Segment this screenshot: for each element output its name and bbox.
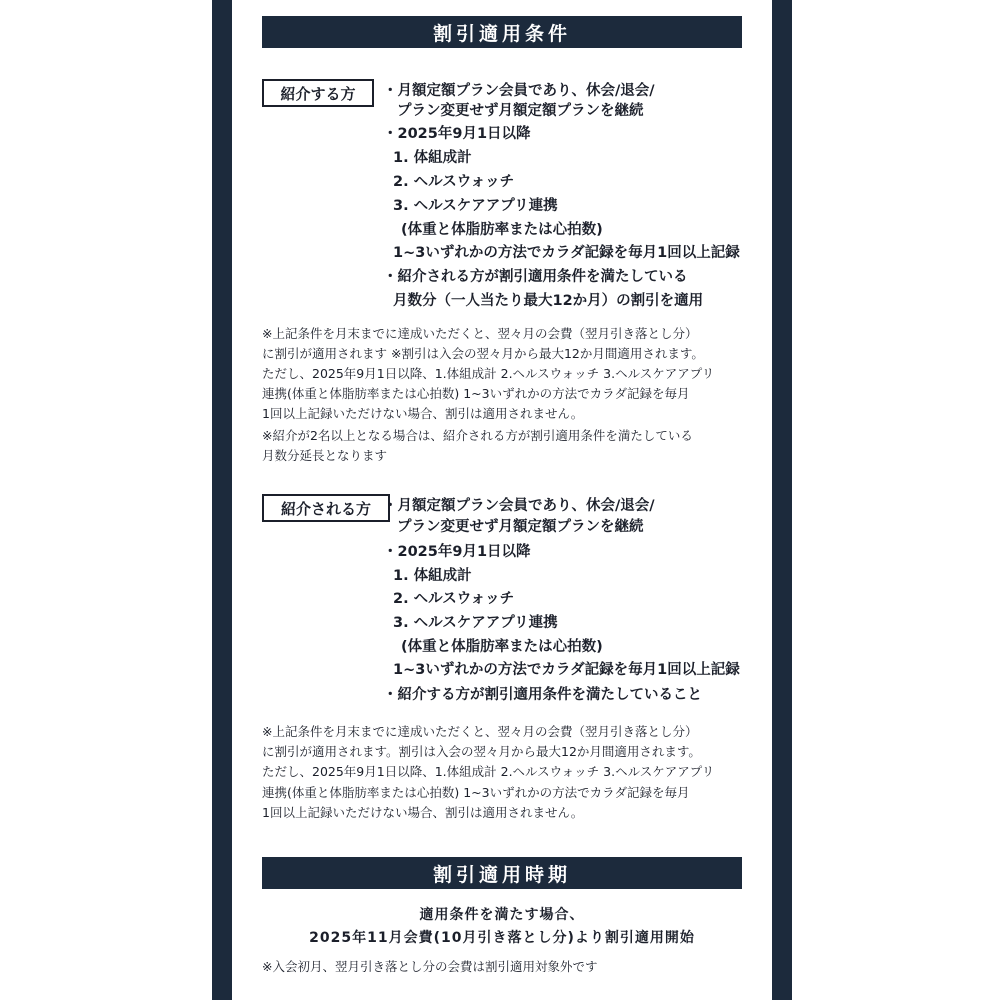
referee-note: 連携(体重と体脂肪率または心拍数) 1~3いずれかの方法でカラダ記録を毎月 (262, 785, 690, 800)
referee-line: 3. ヘルスケアアプリ連携 (393, 615, 558, 631)
referee-line: ・月額定額プラン会員であり、休会/退会/ (383, 498, 655, 514)
referrer-note: 月数分延長となります (262, 448, 388, 463)
period-line: 2025年11月会費(10月引き落とし分)より割引適用開始 (309, 930, 695, 946)
referrer-line: 1. 体組成計 (393, 150, 472, 166)
referrer-line: ・紹介される方が割引適用条件を満たしている (383, 269, 688, 285)
period-line: 適用条件を満たす場合、 (419, 907, 585, 923)
referrer-note: ただし、2025年9月1日以降、1.体組成計 2.ヘルスウォッチ 3.ヘルスケアアプリ (262, 366, 715, 381)
referrer-line: プラン変更せず月額定額プランを継続 (397, 103, 644, 119)
referrer-note: に割引が適用されます ※割引は入会の翌々月から最大12か月間適用されます。 (262, 346, 704, 361)
referee-note: ただし、2025年9月1日以降、1.体組成計 2.ヘルスウォッチ 3.ヘルスケアアプリ (262, 764, 715, 779)
referrer-line: 1~3いずれかの方法でカラダ記録を毎月1回以上記録 (393, 245, 740, 261)
referrer-line: (体重と体脂肪率または心拍数) (401, 222, 603, 238)
referee-line: ・紹介する方が割引適用条件を満たしていること (383, 687, 702, 703)
referee-line: (体重と体脂肪率または心拍数) (401, 639, 603, 655)
period-note: ※入会初月、翌月引き落とし分の会費は割引適用対象外です (262, 959, 598, 974)
referrer-line: 2. ヘルスウォッチ (393, 174, 515, 190)
referee-line: 1. 体組成計 (393, 568, 472, 584)
referee-line: 2. ヘルスウォッチ (393, 591, 515, 607)
referrer-line: 月数分（一人当たり最大12か月）の割引を適用 (393, 293, 704, 309)
referee-note: ※上記条件を月末までに達成いただくと、翌々月の会費（翌月引き落とし分） (262, 724, 698, 739)
referrer-note: ※紹介が2名以上となる場合は、紹介される方が割引適用条件を満たしている (262, 428, 693, 443)
tag-referrer: 紹介する方 (262, 79, 374, 107)
referrer-note: ※上記条件を月末までに達成いただくと、翌々月の会費（翌月引き落とし分） (262, 326, 698, 341)
tag-referee: 紹介される方 (262, 494, 390, 522)
referrer-line: ・2025年9月1日以降 (383, 126, 531, 142)
referee-line: ・2025年9月1日以降 (383, 544, 531, 560)
section-title-discount-conditions: 割引適用条件 (262, 16, 742, 48)
referrer-line: 3. ヘルスケアアプリ連携 (393, 198, 558, 214)
referee-note: 1回以上記録いただけない場合、割引は適用されません。 (262, 805, 584, 820)
referee-note: に割引が適用されます。割引は入会の翌々月から最大12か月間適用されます。 (262, 744, 701, 759)
referee-line: 1~3いずれかの方法でカラダ記録を毎月1回以上記録 (393, 662, 740, 678)
referee-line: プラン変更せず月額定額プランを継続 (397, 519, 644, 535)
referrer-note: 1回以上記録いただけない場合、割引は適用されません。 (262, 406, 584, 421)
referrer-line: ・月額定額プラン会員であり、休会/退会/ (383, 83, 655, 99)
referrer-note: 連携(体重と体脂肪率または心拍数) 1~3いずれかの方法でカラダ記録を毎月 (262, 386, 690, 401)
section-title-discount-period: 割引適用時期 (262, 857, 742, 889)
